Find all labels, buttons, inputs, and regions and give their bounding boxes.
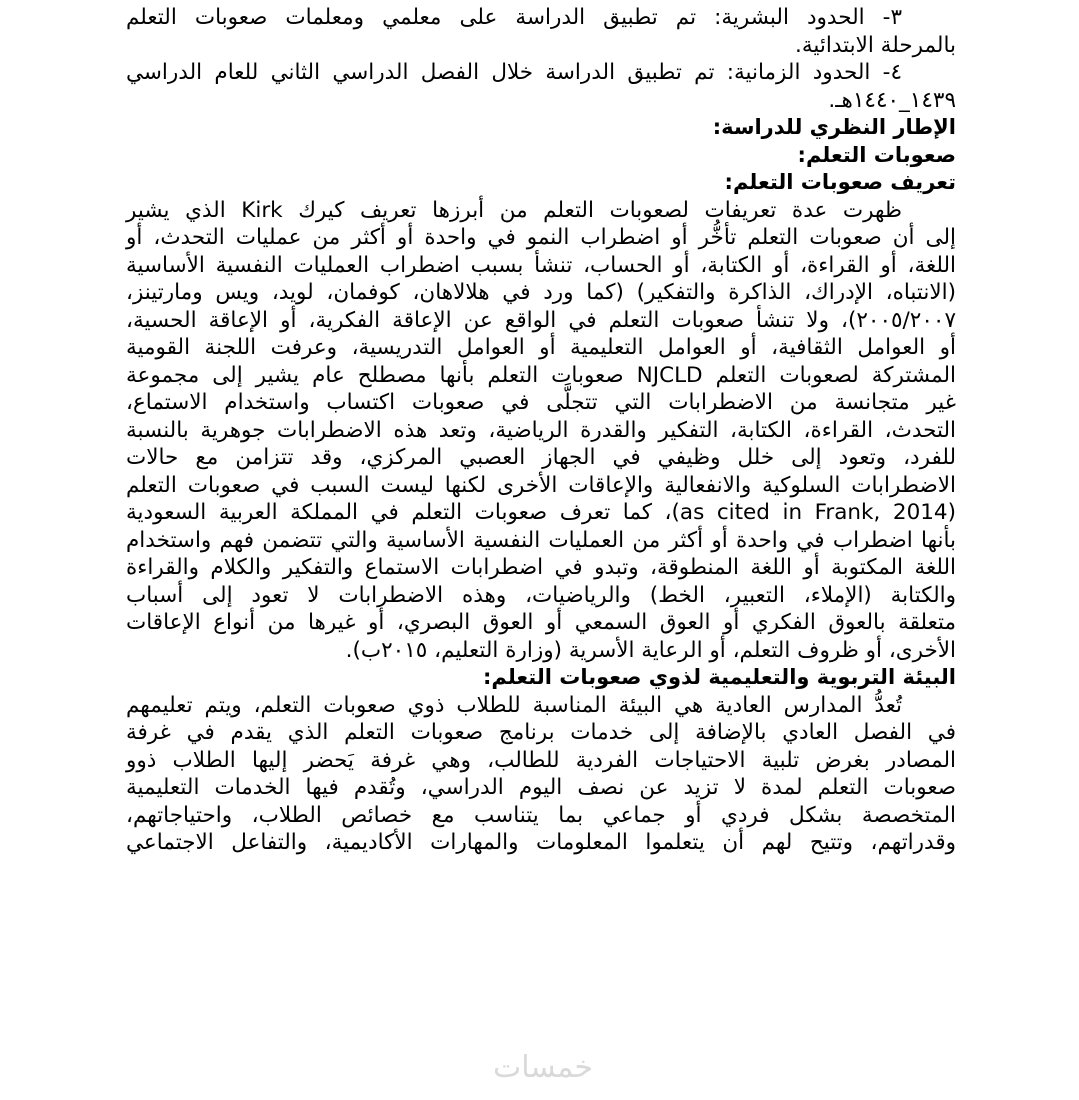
text-line: بالمرحلة الابتدائية. — [795, 32, 956, 58]
text-line: الاضطرابات السلوكية والانفعالية والإعاقات الأخرى لكنها ليست السبب في صعوبات التعلم — [126, 472, 956, 498]
text-line: ٢٠٠٥/٢٠٠٧)، ولا تنشأ صعوبات التعلم في الواقع عن الإعاقة الفكرية، أو الإعاقة الحسية، — [126, 307, 956, 333]
text-line: الأخرى، أو ظروف التعلم، أو الرعاية الأسرية (وزارة التعليم، ٢٠١٥ب). — [345, 637, 956, 663]
definition-paragraph — [126, 197, 956, 665]
text-line: اللغة، أو القراءة، أو الكتابة، أو الحساب، تنشأ بسبب اضطراب العمليات النفسية الأساسية — [126, 252, 956, 278]
text-line: غير متجانسة من الاضطرابات التي تتجلَّى في صعوبات اكتساب واستخدام الاستماع، — [126, 390, 956, 415]
text-line: ظهرت عدة تعريفات لصعوبات التعلم من أبرزها تعريف كيرك Kirk الذي يشير — [126, 197, 902, 223]
heading-theoretical-framework: الإطار النظري للدراسة: — [712, 115, 956, 139]
temporal-limits-item — [126, 59, 956, 114]
text-line: والكتابة (الإملاء، التعبير، الخط) والرياضيات، وهذه الاضطرابات لا تعود إلى أسباب — [126, 582, 956, 608]
text-line: المتخصصة بشكل فردي أو جماعي بما يتناسب مع خصائص الطلاب، واحتياجاتهم، — [126, 802, 956, 828]
heading-learning-disabilities: صعوبات التعلم: — [797, 142, 956, 167]
text-line: (الانتباه، الإدراك، الذاكرة والتفكير) (كما ورد في هلالاهان، كوفمان، لويد، ويس ومارتينز، — [126, 280, 956, 305]
environment-paragraph — [126, 692, 956, 857]
text-line: في الفصل العادي بالإضافة إلى خدمات برنامج صعوبات التعلم الذي يقدم في غرفة — [126, 720, 956, 745]
text-line: ٣- الحدود البشرية: تم تطبيق الدراسة على معلمي ومعلمات صعوبات التعلم — [126, 5, 902, 30]
human-limits-item — [126, 4, 956, 59]
watermark-logo: خمسات — [492, 1050, 594, 1085]
heading-definition: تعريف صعوبات التعلم: — [724, 170, 956, 194]
text-line: ١٤٣٩_١٤٤٠هـ. — [828, 87, 956, 113]
text-line: المشتركة لصعوبات التعلم NJCLD صعوبات التعلم بأنها مصطلح عام يشير إلى مجموعة — [126, 362, 956, 388]
heading-environment: البيئة التربوية والتعليمية لذوي صعوبات التعلم: — [482, 665, 956, 689]
text-line: متعلقة بالعوق الفكري أو العوق السمعي أو العوق البصري، أو غيرها من أنواع الإعاقات — [126, 610, 956, 635]
text-line: صعوبات التعلم لمدة لا تزيد عن نصف اليوم الدراسي، وتُقدم فيها الخدمات التعليمية — [126, 775, 956, 800]
text-line: وقدراتهم، وتتيح لهم أن يتعلموا المعلومات والمهارات الأكاديمية، والتفاعل الاجتماعي — [126, 830, 956, 855]
text-line: اللغة المكتوبة أو اللغة المنطوقة، وتبدو في اضطرابات الاستماع والتفكير والكلام والقراءة — [126, 555, 956, 580]
text-line: للفرد، وتعود إلى خلل وظيفي في الجهاز العصبي المركزي، وقد تتزامن مع حالات — [126, 445, 956, 470]
text-line: إلى أن صعوبات التعلم تأخُّر أو اضطراب النمو في واحدة أو أكثر من عمليات التحدث، أو — [126, 225, 956, 250]
text-line: (as cited in Frank, 2014)، كما تعرف صعوبات التعلم في المملكة العربية السعودية — [126, 500, 956, 525]
text-line: التحدث، القراءة، الكتابة، التفكير والقدرة الرياضية، وتعد هذه الاضطرابات جوهرية بالنسبة — [126, 417, 956, 443]
text-line: المصادر بغرض تلبية الاحتياجات الفردية للطالب، وهي غرفة يَحضر إليها الطلاب ذوو — [126, 747, 956, 773]
text-line: بأنها اضطراب في واحدة أو أكثر من العمليات النفسية الأساسية والتي تتضمن فهم واستخدام — [126, 527, 956, 553]
text-line: أو العوامل الثقافية، أو العوامل التعليمية أو العوامل التدريسية، وعرفت اللجنة القومية — [126, 335, 956, 360]
text-line: ٤- الحدود الزمانية: تم تطبيق الدراسة خلال الفصل الدراسي الثاني للعام الدراسي — [126, 60, 902, 85]
text-line: تُعدُّ المدارس العادية هي البيئة المناسبة للطلاب ذوي صعوبات التعلم، ويتم تعليمهم — [126, 692, 902, 718]
document-page — [126, 4, 956, 857]
